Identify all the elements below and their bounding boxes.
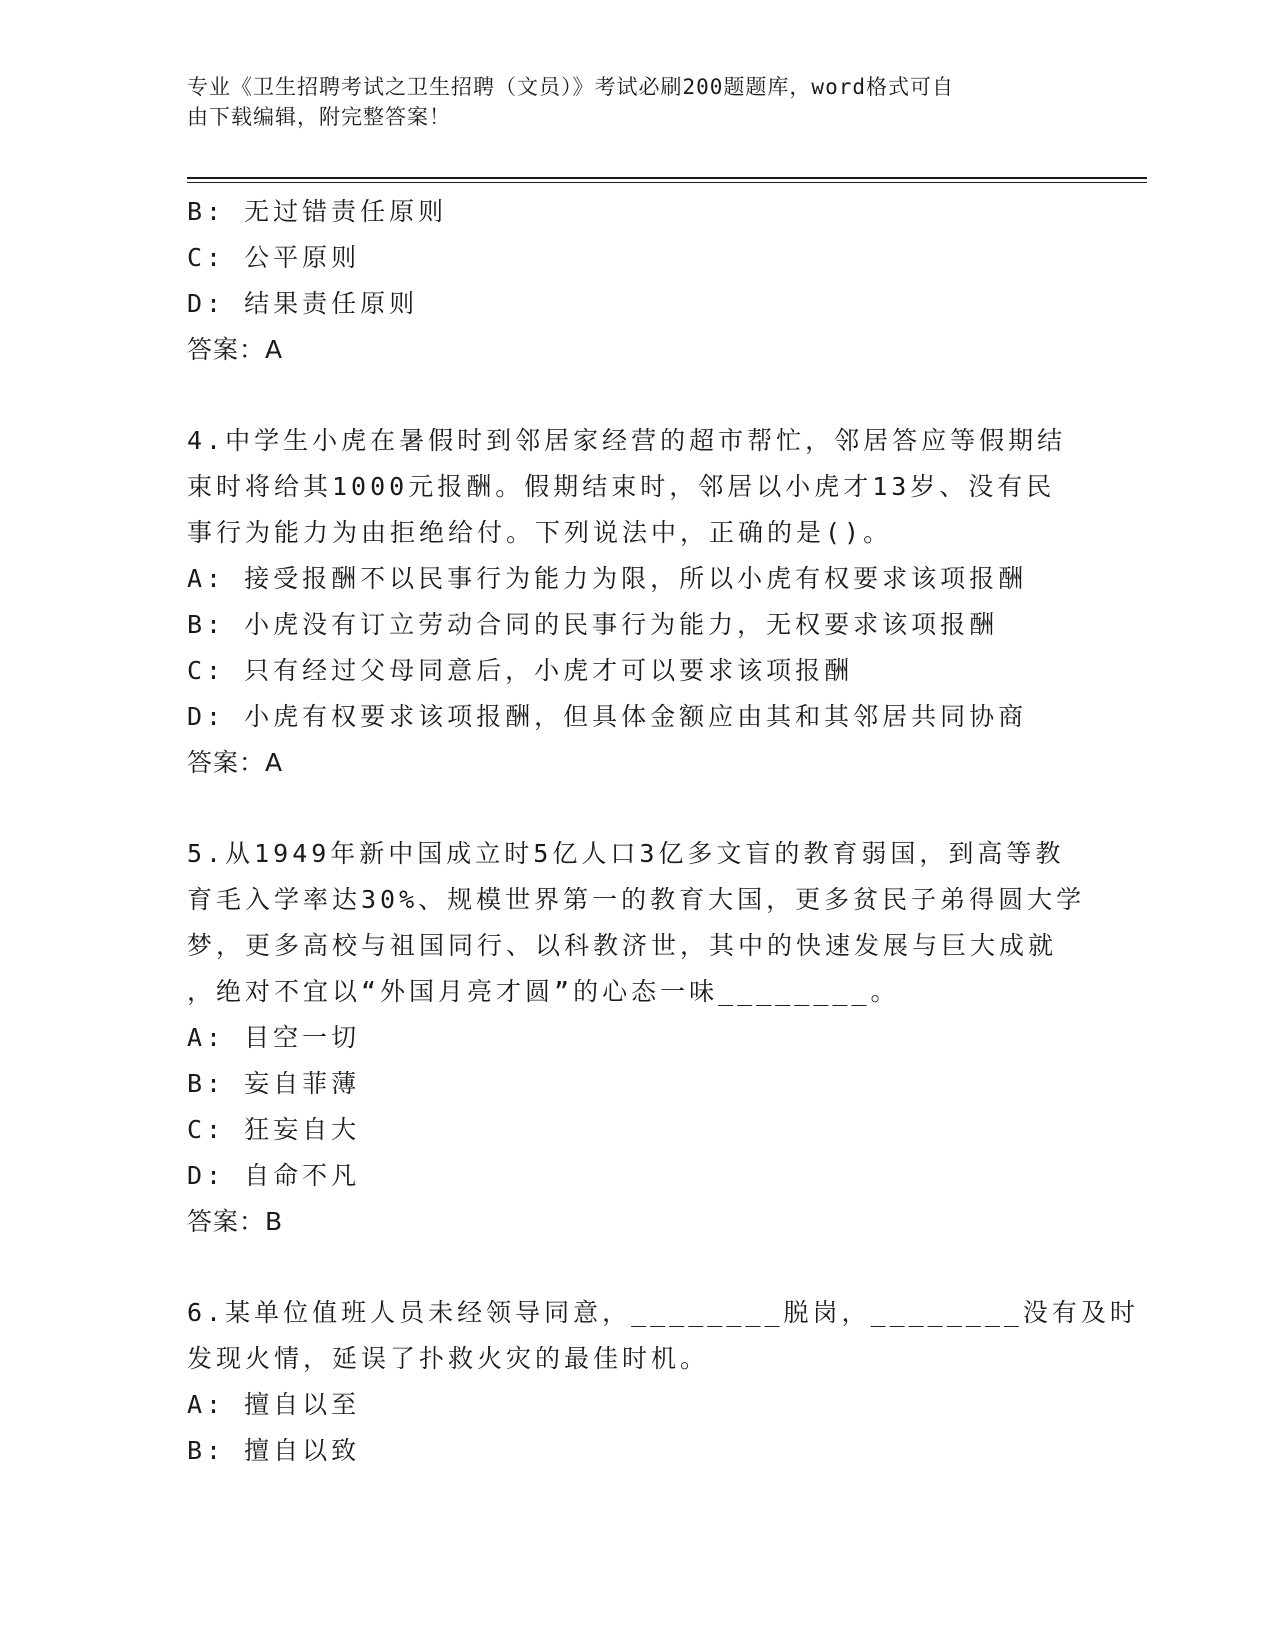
option-c: C: 狂妄自大 xyxy=(187,1115,361,1144)
option-c: C: 只有经过父母同意后，小虎才可以要求该项报酬 xyxy=(187,656,854,685)
option-d: D: 结果责任原则 xyxy=(187,289,419,318)
option-b: B: 小虎没有订立劳动合同的民事行为能力，无权要求该项报酬 xyxy=(187,610,999,639)
answer-line: 答案：B xyxy=(187,1207,284,1236)
question-text-line: 发现火情，延误了扑救火灾的最佳时机。 xyxy=(187,1344,710,1373)
option-b: B: 无过错责任原则 xyxy=(187,197,448,226)
question-text-line: 5.从1949年新中国成立时5亿人口3亿多文盲的教育弱国，到高等教 xyxy=(187,839,1065,868)
option-a: A: 擅自以至 xyxy=(187,1390,361,1419)
question-5 xyxy=(187,831,1087,1245)
header-line-1: 专业《卫生招聘考试之卫生招聘（文员）》考试必刷200题题库，word格式可自 xyxy=(187,75,954,99)
question-content xyxy=(187,189,1139,1474)
question-text-line: 事行为能力为由拒绝给付。下列说法中，正确的是()。 xyxy=(187,518,893,547)
option-d: D: 小虎有权要求该项报酬，但具体金额应由其和其邻居共同协商 xyxy=(187,702,1028,731)
header-divider-thin xyxy=(187,182,1147,183)
answer-line: 答案：A xyxy=(187,748,284,777)
question-4 xyxy=(187,418,1087,786)
question-text-line: 6.某单位值班人员未经领导同意，________脱岗，________没有及时 xyxy=(187,1298,1139,1327)
option-a: A: 接受报酬不以民事行为能力为限，所以小虎有权要求该项报酬 xyxy=(187,564,1028,593)
answer-line: 答案：A xyxy=(187,335,284,364)
question-text-line: 4.中学生小虎在暑假时到邻居家经营的超市帮忙，邻居答应等假期结 xyxy=(187,426,1067,455)
question-text-line: ，绝对不宜以“外国月亮才圆”的心态一味________。 xyxy=(187,977,900,1006)
header-line-2: 由下载编辑，附完整答案！ xyxy=(187,105,451,129)
document-header xyxy=(187,72,1067,132)
option-c: C: 公平原则 xyxy=(187,243,361,272)
question-text-line: 束时将给其1000元报酬。假期结束时，邻居以小虎才13岁、没有民 xyxy=(187,472,1056,501)
option-b: B: 妄自菲薄 xyxy=(187,1069,361,1098)
option-b: B: 擅自以致 xyxy=(187,1436,361,1465)
question-text-line: 育毛入学率达30%、规模世界第一的教育大国，更多贫民子弟得圆大学 xyxy=(187,885,1086,914)
question-6 xyxy=(187,1290,1139,1474)
header-divider-thick xyxy=(187,177,1147,179)
previous-question-block xyxy=(187,189,1087,373)
option-d: D: 自命不凡 xyxy=(187,1161,361,1190)
question-text-line: 梦，更多高校与祖国同行、以科教济世，其中的快速发展与巨大成就 xyxy=(187,931,1058,960)
option-a: A: 目空一切 xyxy=(187,1023,361,1052)
